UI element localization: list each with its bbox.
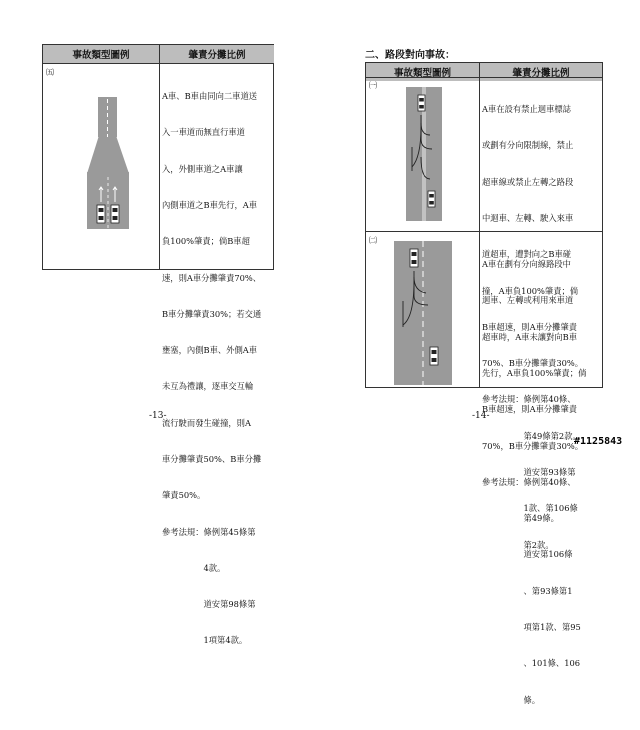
left-text-line: 流行駛而發生碰撞，則A	[162, 417, 251, 428]
right-row2-text-line: 、第93條第1	[482, 585, 573, 596]
right-row1-text-line: 撞，A車負100%肇責；倘	[482, 285, 579, 296]
left-text-line: 壅塞，內側B車、外側A車	[162, 345, 258, 356]
left-header-col1: 事故類型圖例	[43, 45, 159, 63]
right-col-divider	[479, 63, 480, 387]
right-row1-text-line: 道超車，遭對向之B車碰	[482, 249, 572, 260]
left-col-divider	[159, 45, 160, 269]
right-header-col1: 事故類型圖例	[366, 63, 479, 81]
right-row2-text-block	[482, 234, 586, 730]
right-row2-text-line: 條。	[482, 694, 541, 705]
right-row1-text-line: 超車線或禁止左轉之路段	[482, 176, 574, 187]
right-row1-text-line: 或劃有分向限制線，禁止	[482, 140, 574, 151]
right-row2-text-line: B車超速，則A車分攤肇責	[482, 404, 578, 415]
right-row1-text-line: 第49條第2款。	[482, 430, 581, 441]
right-row2-text-line: 第49條。	[482, 513, 559, 524]
left-header-divider	[43, 63, 273, 64]
left-text-line: 速，則A車分攤肇責70%、	[162, 272, 262, 283]
right-row1-case-number: ㈠	[369, 81, 377, 90]
right-row2-text-line: 項第1款、第95	[482, 622, 581, 632]
right-row1-text-line: 1款、第106條	[482, 503, 578, 514]
section-title: 二、路段對向事故：	[365, 50, 455, 61]
divider-line-uturn-diagram	[394, 241, 452, 385]
no-uturn-diagram	[406, 87, 442, 221]
left-header-col2: 肇責分攤比例	[160, 45, 274, 63]
right-row2-text-line: 70%，B車分攤肇責30%。	[482, 440, 584, 451]
left-text-line: A車、B車由同向二車道送	[162, 91, 258, 102]
merge-lane-diagram	[86, 97, 130, 229]
right-row1-text-line: 道安第93條第	[482, 467, 576, 477]
right-row1-text-line: 參考法規：條例第40條、	[482, 394, 576, 405]
left-text-line: 1項第4款。	[162, 635, 248, 646]
left-text-block	[162, 66, 261, 671]
right-header-divider	[366, 77, 602, 78]
left-page-number: -13-	[149, 411, 167, 421]
right-row2-text-line: 超車時，A車未讓對向B車	[482, 331, 578, 342]
left-case-number: ㈤	[46, 68, 54, 77]
left-text-line: 4款。	[162, 562, 226, 573]
left-text-line: 負100%肇責；倘B車超	[162, 236, 250, 247]
right-row1-text-line: 第2款。	[482, 539, 554, 550]
right-row2-text-line: 參考法規：條例第40條、	[482, 476, 576, 487]
left-text-line: 內側車道之B車先行，A車	[162, 200, 258, 211]
left-text-line: B車分攤肇責30%；若交通	[162, 308, 262, 319]
right-row2-text-line: 、101條、106	[482, 658, 581, 669]
left-text-line: 車分攤肇責50%、B車分攤	[162, 454, 262, 464]
right-row2-text-line: 先行，A車負100%肇責；倘	[482, 368, 587, 379]
right-row2-case-number: ㈡	[369, 236, 377, 245]
right-row1-text-line: A車在設有禁止迴車標誌	[482, 104, 571, 115]
right-row2-text-line: A車在劃有分向線路段中	[482, 259, 571, 270]
left-text-line: 道安第98條第	[162, 599, 256, 610]
left-text-line: 入，外側車道之A車讓	[162, 163, 243, 174]
right-header-col2: 肇責分攤比例	[480, 63, 602, 81]
right-page-number: -14-	[472, 411, 490, 421]
watermark-stamp: #1125843	[574, 436, 623, 447]
right-row2-text-line: 迴車、左轉或利用來車道	[482, 295, 574, 306]
right-row2-text-line: 道安第106條	[482, 549, 573, 560]
left-text-line: 未互為禮讓，逐車交互輪	[162, 381, 254, 392]
left-text-line: 入一車道而無直行車道	[162, 127, 245, 138]
right-row1-text-line: 70%、B車分攤肇責30%。	[482, 358, 584, 369]
left-text-line: 參考法規：條例第45條第	[162, 526, 256, 537]
right-row1-text-line: 中迴車、左轉、駛入來車	[482, 213, 574, 224]
right-row1-text-line: B車超速，則A車分攤肇責	[482, 321, 578, 332]
left-text-line: 肇責50%。	[162, 490, 206, 501]
